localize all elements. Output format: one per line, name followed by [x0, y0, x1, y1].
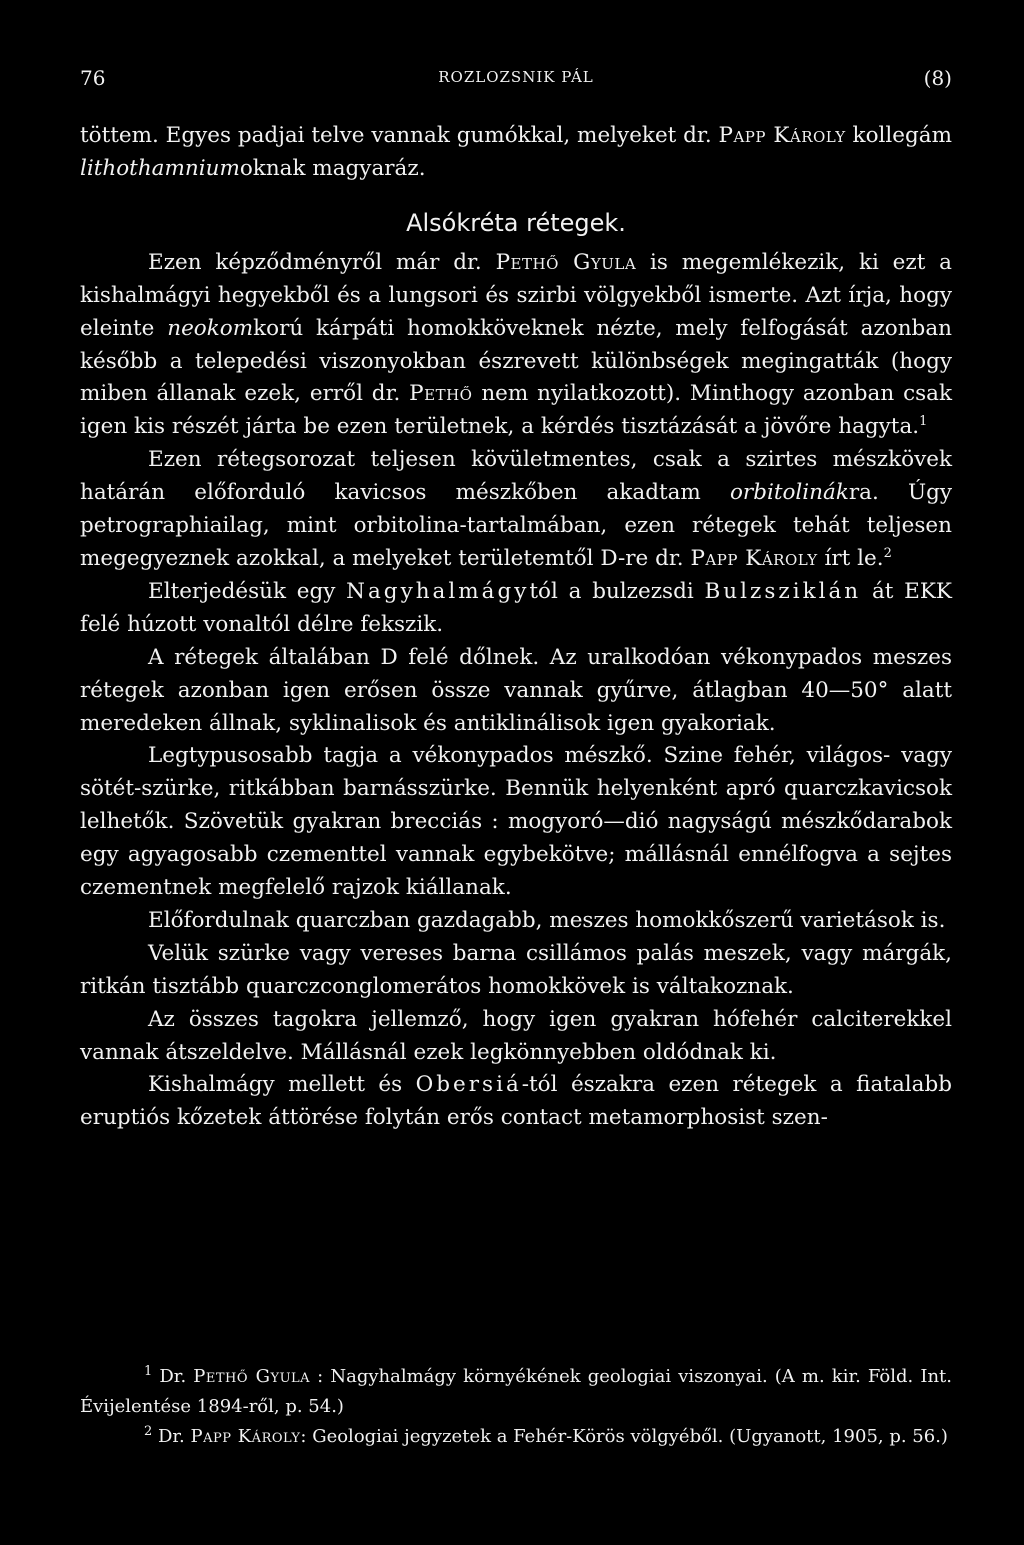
stage-name: neokom	[167, 315, 254, 341]
paragraph: Ezen rétegsorozat teljesen kövületmentes, csak a szirtes mészkövek határán előforduló kavicsos mészkőben akadtam orbitolinákra. Úgy petrographiailag, mint orbitolina-tartalmában, ezen rétegek tehát teljesen megegyeznek azokkal, a melyeket területemtől D-re dr. Papp Károly írt le.$^2$	[80, 447, 952, 571]
paragraph-continued: töttem. Egyes padjai telve vannak gumókkal, melyeket dr. Papp Károly kollegám lithothamniumoknak magyaráz.	[80, 123, 952, 181]
author-name: Pethő Gyula	[495, 249, 637, 275]
paragraph: Előfordulnak quarczban gazdagabb, meszes homokkőszerű varietások is.	[148, 907, 946, 933]
paragraph: A rétegek általában D felé dőlnek. Az uralkodóan vékonypados meszes rétegek azonban igen erősen össze vannak gyűrve, átlagban 40—50° alatt meredeken állnak, syklinalisok és antiklinálisok igen gyakoriak.	[80, 644, 952, 736]
page-header	[80, 66, 952, 100]
place-name: Obersiá	[415, 1072, 522, 1098]
taxon-name: orbitolinák	[729, 480, 849, 506]
paragraph: Az összes tagokra jellemző, hogy igen gyakran hófehér calciterekkel vannak átszeldelve. Mállásnál ezek legkönnyebben oldódnak ki.	[80, 1006, 952, 1065]
page-number: 76	[80, 66, 106, 90]
body-text	[80, 120, 952, 1135]
author-name: Pethő	[409, 381, 473, 407]
footnote-marker: 2	[144, 1424, 153, 1439]
footnote-2: $^2$ Dr. Papp Károly: Geologiai jegyzetek a Fehér-Körös völgyéből. (Ugyanott, 1905, p. 56.)	[144, 1424, 948, 1447]
paragraph: Legtypusosabb tagja a vékonypados mészkő. Szine fehér, világos- vagy sötét-szürke, ritkábban barnásszürke. Bennük helyenként apró quarczkavicsok lelhetők. Szövetük gyakran brecciás : mogyoró—dió nagyságú mészkődarabok egy agyagosabb czementtel vannak egybekötve; mállásnál ennélfogva a sejtes czementnek megfelelő rajzok kiállanak.	[80, 743, 952, 901]
footnotes	[80, 1362, 952, 1452]
part-label: (8)	[923, 66, 952, 90]
footnote-ref[interactable]: 2	[883, 545, 892, 561]
footnote-ref[interactable]: 1	[919, 414, 928, 430]
place-name: Nagyhalmágy	[346, 578, 530, 604]
section-heading: Alsókréta rétegek.	[406, 208, 626, 237]
paragraph: Ezen képződményről már dr. Pethő Gyula is megemlékezik, ki ezt a kishalmágyi hegyekből és a lungsori és szirbi völgyekből ismerte. Azt írja, hogy eleinte neokomkorú kárpáti homokköveknek nézte, mely felfogását azonban később a telepedési viszonyokban észrevett különbségek megingatták (hogy miben állanak ezek, erről dr. Pethő nem nyilatkozott). Minthogy azonban csak igen kis részét járta be ezen területnek, a kérdés tisztázását a jövőre hagyta.$^1$	[80, 249, 952, 440]
author-name: Pethő Gyula	[193, 1366, 311, 1387]
footnote-marker: 1	[144, 1364, 153, 1379]
author-name: Papp Károly	[690, 545, 818, 571]
paragraph: Velük szürke vagy vereses barna csillámos palás meszek, vagy márgák, ritkán tisztább quarczconglomerátos homokkövek is váltakoznak.	[80, 940, 952, 999]
running-title: ROZLOZSNIK PÁL	[438, 68, 594, 86]
paragraph: Elterjedésük egy Nagyhalmágytól a bulzezsdi Bulzsziklán át EKK felé húzott vonaltól délre fekszik.	[80, 578, 952, 637]
author-name: Papp Károly	[718, 123, 846, 148]
paragraph: Kishalmágy mellett és Obersiá-tól északra ezen rétegek a fiatalabb eruptiós kőzetek áttörése folytán erős contact metamorphosist szen-	[80, 1072, 952, 1131]
place-name: Bulzsziklán	[704, 578, 862, 604]
author-name: Papp Károly	[190, 1426, 301, 1447]
taxon-name: lithothamnium	[80, 155, 240, 181]
footnote-1: $^1$ Dr. Pethő Gyula : Nagyhalmágy környékének geologiai viszonyai. (A m. kir. Föld. Int. Évijelentése 1894-ről, p. 54.)	[80, 1364, 952, 1417]
